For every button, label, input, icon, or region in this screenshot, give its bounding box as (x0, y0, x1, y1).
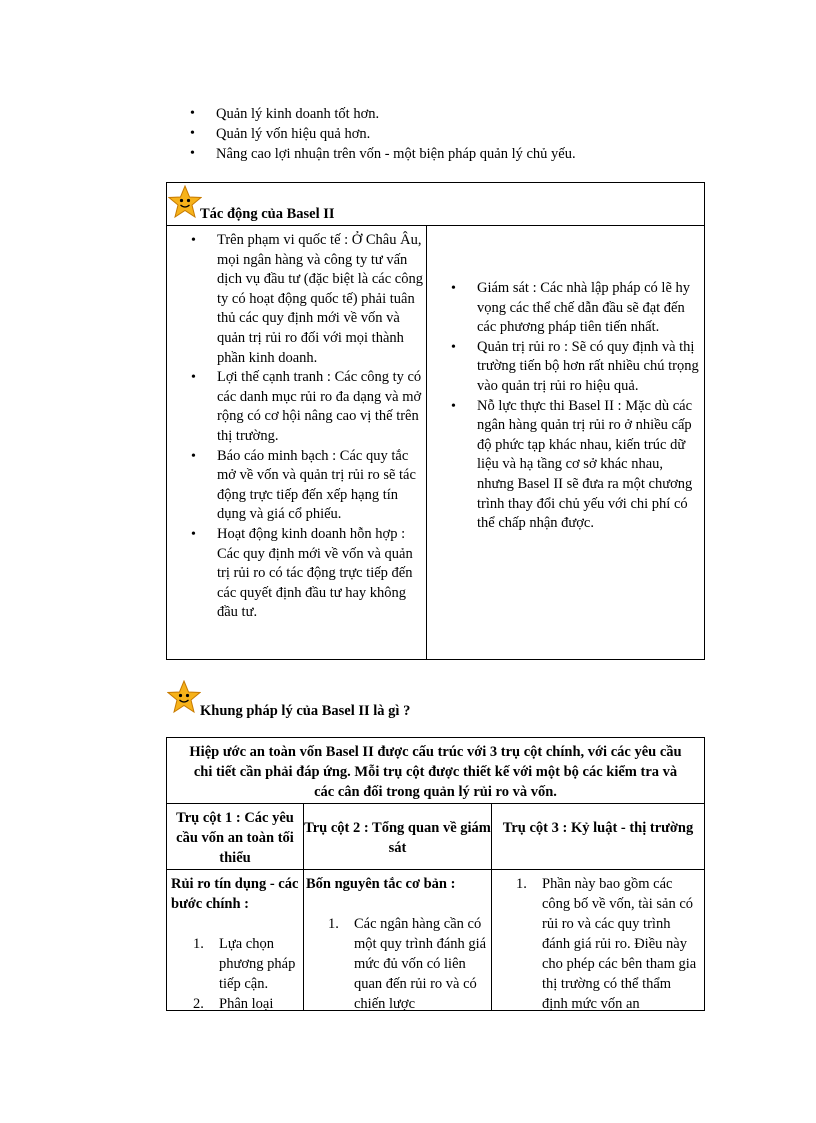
table-header (167, 183, 704, 226)
basel-impact-table (166, 182, 705, 660)
list-item: • Trên phạm vi quốc tế : Ở Châu Âu, mọi ngân hàng và công ty tư vấn dịch vụ đầu tư (đặc biệt là các công ty có hoạt động quốc tế) phải tuân thủ các quy định mới về vốn và quản trị rủi ro đối với mọi thành phần kinh doanh. (191, 231, 427, 368)
pillar-3-cell (494, 874, 700, 1011)
section-heading: Khung pháp lý của Basel II là gì ? (200, 703, 411, 719)
row-divider (167, 869, 704, 870)
pillar-2-cell (306, 874, 489, 1011)
list-item: 1. Các ngân hàng cần có một quy trình đánh giá mức đủ vốn có liên quan đến rủi ro và có chiến lược (328, 916, 487, 1011)
pillar-1-cell (171, 874, 301, 1011)
list-item: • Quản lý vốn hiệu quả hơn. (190, 124, 576, 144)
table-title: Tác động của Basel II (200, 206, 335, 222)
list-item: • Báo cáo minh bạch : Các quy tắc mở về vốn và quản trị rủi ro sẽ tác động trực tiếp đến xếp hạng tín dụng và giá cổ phiếu. (191, 447, 427, 525)
intro-bullet-list (190, 104, 576, 164)
list-item: • Quản lý kinh doanh tốt hơn. (190, 104, 576, 124)
star-icon (168, 185, 202, 219)
pillar-3-header: Trụ cột 3 : Kỷ luật - thị trường (502, 820, 694, 836)
list-item: • Lợi thế cạnh tranh : Các công ty có các danh mục rủi ro đa dạng và mở rộng có cơ hội nâng cao vị thế trên thị trường. (191, 368, 427, 446)
basel-framework-table (166, 737, 705, 1011)
list-item: • Quản trị rủi ro : Sẽ có quy định và thị trường tiến bộ hơn rất nhiều chú trọng vào quản trị rủi ro hiệu quả. (451, 338, 701, 397)
list-item: • Nỗ lực thực thi Basel II : Mặc dù các ngân hàng quản trị rủi ro ở nhiều cấp độ phức tạp khác nhau, kiến trúc dữ liệu và hạ tầng cơ sở khác nhau, nhưng Basel II sẽ đưa ra một chương trình thay đổi chủ yếu với chi phí có thể chấp nhận được. (451, 397, 701, 534)
list-item: 2. Phân loại (193, 996, 274, 1011)
pillar-2-header: Trụ cột 2 : Tổng quan về giám sát (304, 820, 491, 856)
star-icon (167, 680, 201, 714)
list-item: • Hoạt động kinh doanh hỗn hợp : Các quy định mới về vốn và quản trị rủi ro có tác động trực tiếp đến các quyết định đầu tư hay không đầu tư. (191, 525, 427, 623)
pillar-1-header: Trụ cột 1 : Các yêu cầu vốn an toàn tối thiểu (176, 810, 294, 866)
table-intro: Hiệp ước an toàn vốn Basel II được cấu trúc với 3 trụ cột chính, với các yêu cầu chi tiết cần phải đáp ứng. Mỗi trụ cột được thiết kế với một bộ các kiểm tra và các cân đối trong quản lý rủi ro và vốn. (167, 738, 704, 804)
cell-title: Rủi ro tín dụng - các bước chính : (171, 876, 299, 912)
impact-left-column (191, 231, 427, 623)
list-item: • Nâng cao lợi nhuận trên vốn - một biện pháp quản lý chủ yếu. (190, 144, 576, 164)
cell-title: Bốn nguyên tắc cơ bản : (306, 876, 456, 892)
list-item: • Giám sát : Các nhà lập pháp có lẽ hy vọng các thể chế dẫn đầu sẽ đạt đến các phương pháp tiên tiến nhất. (451, 279, 701, 338)
list-item: 1. Phần này bao gồm các công bố về vốn, tài sản có rủi ro và các quy trình đánh giá rủi ro. Điều này cho phép các bên tham gia thị trường có thể thẩm định mức vốn an (516, 876, 697, 1011)
list-item: 1. Lựa chọn phương pháp tiếp cận. (193, 936, 296, 992)
impact-right-column (451, 279, 701, 534)
